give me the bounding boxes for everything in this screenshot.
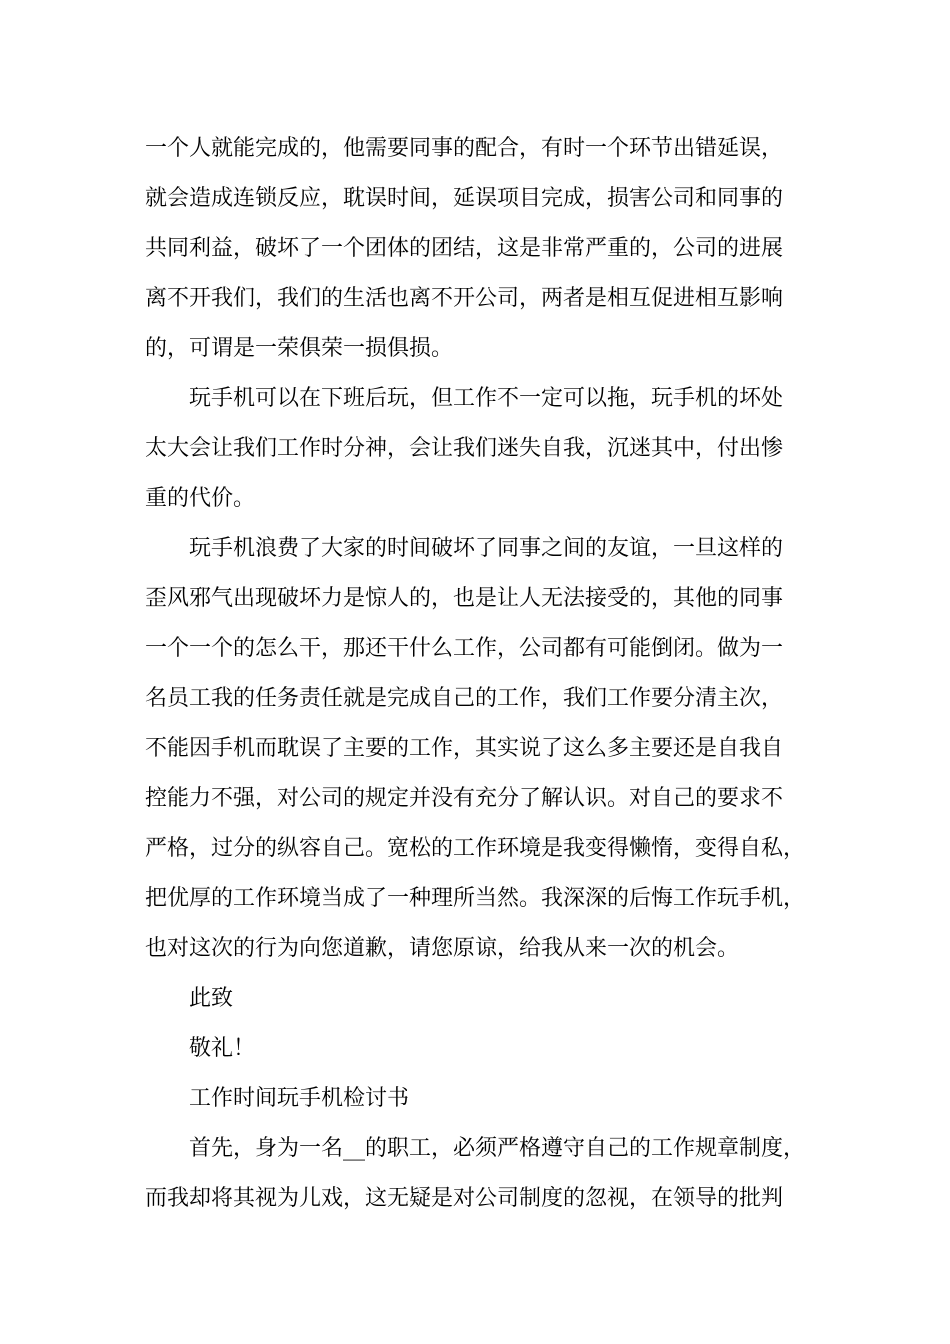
text-line: 共同利益，破坏了一个团体的团结，这是非常严重的，公司的进展 (145, 236, 784, 261)
text-line: 太大会让我们工作时分神，会让我们迷失自我，沉迷其中，付出惨 (145, 436, 784, 461)
text-line: 一个人就能完成的，他需要同事的配合，有时一个环节出错延误， (145, 136, 784, 161)
text-line: 控能力不强，对公司的规定并没有充分了解认识。对自己的要求不 (145, 786, 784, 811)
text-line: 一个一个的怎么干，那还干什么工作，公司都有可能倒闭。做为一 (145, 636, 784, 661)
paragraph-start-line: 首先，身为一名__的职工，必须严格遵守自己的工作规章制度， (189, 1136, 806, 1161)
closing-salutation: 此致 (189, 986, 234, 1011)
text-line: 重的代价。 (145, 486, 256, 511)
text-line: 而我却将其视为儿戏，这无疑是对公司制度的忽视，在领导的批判 (145, 1186, 784, 1211)
paragraph-start-line: 玩手机浪费了大家的时间破坏了同事之间的友谊，一旦这样的 (189, 536, 784, 561)
text-line: 的，可谓是一荣俱荣一损俱损。 (145, 336, 454, 361)
text-line: 不能因手机而耽误了主要的工作，其实说了这么多主要还是自我自 (145, 736, 784, 761)
text-line: 歪风邪气出现破坏力是惊人的，也是让人无法接受的，其他的同事 (145, 586, 784, 611)
text-line: 就会造成连锁反应，耽误时间，延误项目完成，损害公司和同事的 (145, 186, 784, 211)
text-line: 把优厚的工作环境当成了一种理所当然。我深深的后悔工作玩手机， (145, 886, 806, 911)
closing-regards: 敬礼！ (189, 1036, 256, 1061)
section-title: 工作时间玩手机检讨书 (189, 1086, 410, 1111)
text-line: 严格，过分的纵容自己。宽松的工作环境是我变得懒惰，变得自私， (145, 836, 806, 861)
text-line: 离不开我们，我们的生活也离不开公司，两者是相互促进相互影响 (145, 286, 784, 311)
text-line: 名员工我的任务责任就是完成自己的工作，我们工作要分清主次， (145, 686, 784, 711)
paragraph-start-line: 玩手机可以在下班后玩，但工作不一定可以拖，玩手机的坏处 (189, 386, 784, 411)
text-line: 也对这次的行为向您道歉，请您原谅，给我从来一次的机会。 (145, 936, 740, 961)
